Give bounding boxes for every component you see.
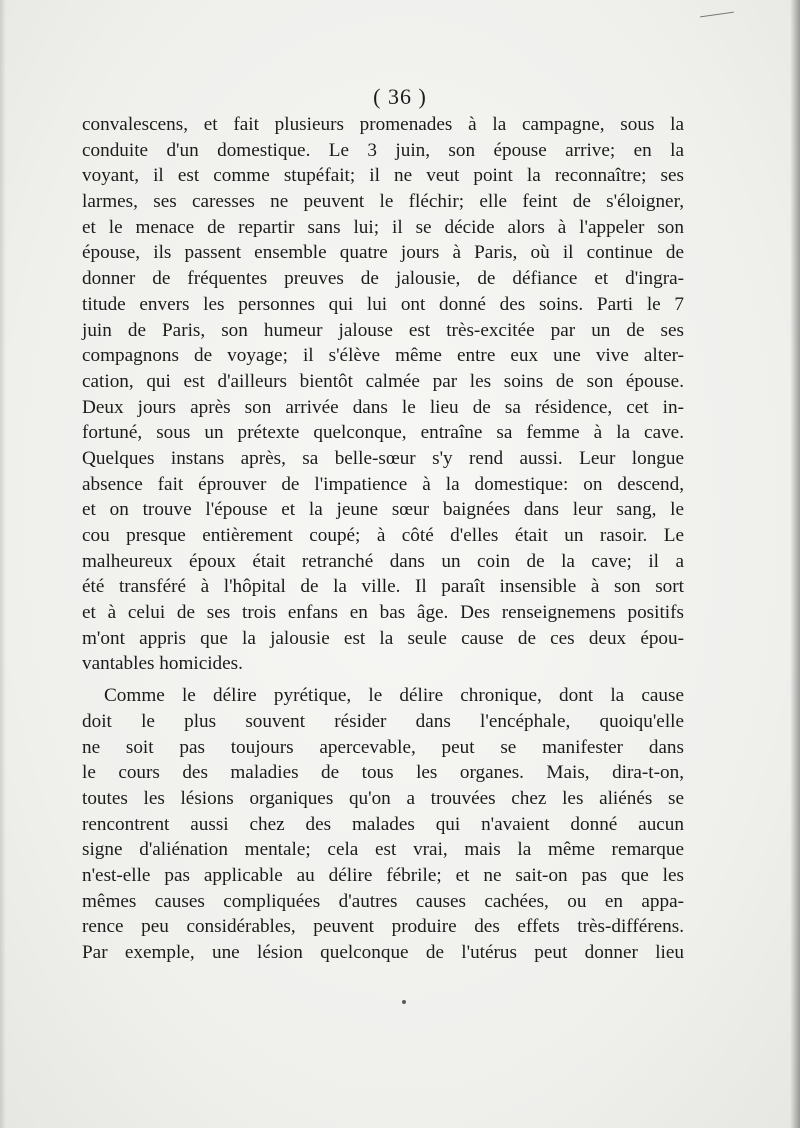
- text-line: cation, qui est d'ailleurs bientôt calmée par les soins de son épouse.: [82, 370, 684, 392]
- text-line: Par exemple, une lésion quelconque de l'utérus peut donner lieu: [82, 942, 684, 963]
- text-line: rencontrent aussi chez des malades qui n'avaient donné aucun: [82, 813, 684, 835]
- text-line: cou presque entièrement coupé; à côté d'elles était un rasoir. Le: [82, 525, 684, 546]
- text-line: épouse, ils passent ensemble quatre jours à Paris, où il continue de: [82, 242, 684, 264]
- text-line: fortuné, sous un prétexte quelconque, entraîne sa femme à la cave.: [82, 422, 684, 444]
- page-number: ( 36 ): [373, 84, 427, 109]
- text-line: doit le plus souvent résider dans l'encéphale, quoiqu'elle: [82, 710, 684, 732]
- text-line: malheureux époux était retranché dans un coin de la cave; il a: [82, 550, 684, 572]
- text-line: et le menace de repartir sans lui; il se décide alors à l'appeler son: [82, 216, 684, 238]
- text-line: été transféré à l'hôpital de la ville. Il paraît insensible à son sort: [82, 576, 684, 598]
- text-line: mêmes causes compliquées d'autres causes cachées, ou en appa-: [82, 890, 684, 912]
- text-line: m'ont appris que la jalousie est la seule cause de ces deux épou-: [82, 627, 684, 649]
- text-line: donner de fréquentes preuves de jalousie, de défiance et d'ingra-: [82, 268, 684, 290]
- text-line: titude envers les personnes qui lui ont donné des soins. Parti le 7: [82, 293, 684, 315]
- text-line: larmes, ses caresses ne peuvent le fléchir; elle feint de s'éloigner,: [82, 191, 684, 213]
- paragraph-2: [82, 683, 684, 966]
- text-line: le cours des maladies de tous les organes. Mais, dira-t-on,: [82, 762, 684, 784]
- text-line: Deux jours après son arrivée dans le lieu de sa résidence, cet in-: [82, 396, 684, 418]
- pencil-mark: [700, 12, 734, 18]
- text-line: rence peu considérables, peuvent produire des effets très-différens.: [82, 916, 684, 938]
- page-left-shadow: [0, 0, 6, 1128]
- ink-speck: [402, 1000, 406, 1004]
- text-line: absence fait éprouver de l'impatience à la domestique: on descend,: [82, 473, 684, 495]
- text-line: Comme le délire pyrétique, le délire chronique, dont la cause: [104, 685, 684, 707]
- text-line: voyant, il est comme stupéfait; il ne veut point la reconnaître; ses: [82, 165, 684, 187]
- text-line: vantables homicides.: [82, 653, 243, 675]
- text-line: toutes les lésions organiques qu'on a trouvées chez les aliénés se: [82, 787, 684, 809]
- page-right-shadow: [790, 0, 800, 1128]
- body-text: [82, 112, 684, 966]
- text-line: compagnons de voyage; il s'élève même entre eux une vive alter-: [82, 345, 684, 367]
- text-line: juin de Paris, son humeur jalouse est très-excitée par un de ses: [82, 319, 684, 341]
- text-line: et à celui de ses trois enfans en bas âge. Des renseignemens positifs: [82, 602, 684, 624]
- text-line: convalescens, et fait plusieurs promenades à la campagne, sous la: [82, 114, 684, 135]
- text-line: ne soit pas toujours apercevable, peut se manifester dans: [82, 736, 684, 758]
- paragraph-1: [82, 112, 684, 677]
- text-line: n'est-elle pas applicable au délire fébrile; et ne sait-on pas que les: [82, 864, 684, 886]
- text-line: Quelques instans après, sa belle-sœur s'y rend aussi. Leur longue: [82, 447, 684, 469]
- text-line: conduite d'un domestique. Le 3 juin, son épouse arrive; en la: [82, 139, 684, 161]
- text-line: signe d'aliénation mentale; cela est vrai, mais la même remarque: [82, 839, 684, 861]
- text-line: et on trouve l'épouse et la jeune sœur baignées dans leur sang, le: [82, 499, 684, 521]
